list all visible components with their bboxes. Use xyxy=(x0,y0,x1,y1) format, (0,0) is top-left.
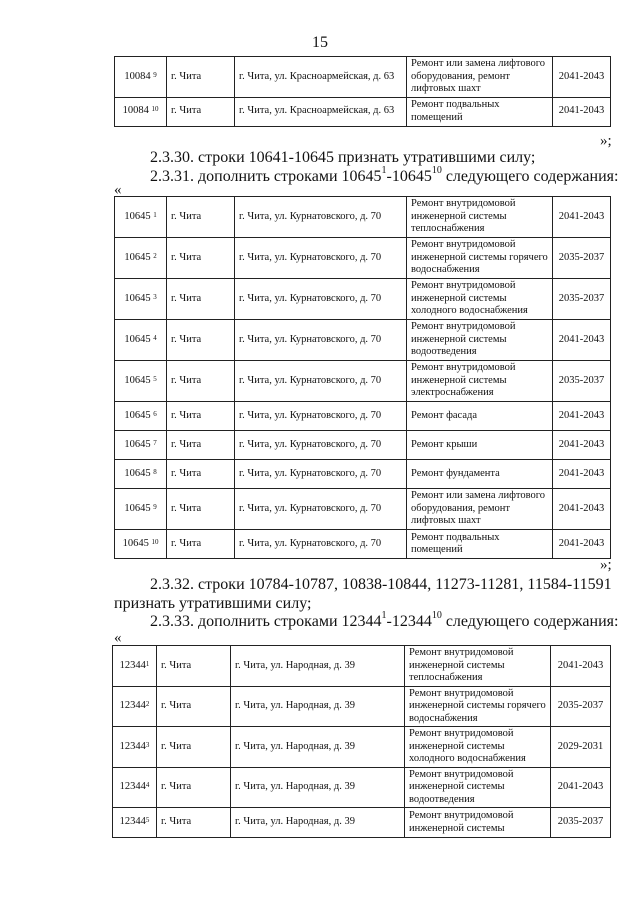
address-cell: г. Чита, ул. Курнатовского, д. 70 xyxy=(235,489,407,530)
address-cell: г. Чита, ул. Курнатовского, д. 70 xyxy=(235,238,407,279)
row-number-cell: 12344$^4$ xyxy=(113,767,157,808)
city-cell: г. Чита xyxy=(167,238,235,279)
page-number: 15 xyxy=(312,34,328,51)
city-cell: г. Чита xyxy=(157,727,231,768)
register-table-1 xyxy=(114,56,611,127)
table-row xyxy=(115,57,611,98)
paragraph-2-3-33: 2.3.33. дополнить строками 12344$^1$-12344$^{10}$ следующего содержания: xyxy=(150,610,619,630)
table-row xyxy=(115,279,611,320)
city-cell: г. Чита xyxy=(167,57,235,98)
table-row xyxy=(113,686,611,727)
table-row xyxy=(113,808,611,838)
register-table-3 xyxy=(112,645,611,838)
address-cell: г. Чита, ул. Курнатовского, д. 70 xyxy=(235,402,407,431)
years-cell: 2041-2043 xyxy=(553,97,611,126)
row-number-cell: 10645 $^2$ xyxy=(115,238,167,279)
city-cell: г. Чита xyxy=(167,489,235,530)
years-cell: 2035-2037 xyxy=(551,686,611,727)
paragraph-2-3-32-line-1: 2.3.32. строки 10784-10787, 10838-10844, 11273-11281, 11584-11591 xyxy=(150,576,612,593)
years-cell: 2041-2043 xyxy=(553,431,611,460)
city-cell: г. Чита xyxy=(167,402,235,431)
table-row xyxy=(113,646,611,687)
work-type-cell: Ремонт внутридомовой инженерной системы горячего водоснабжения xyxy=(405,686,551,727)
work-type-cell: Ремонт внутридомовой инженерной системы теплоснабжения xyxy=(407,197,553,238)
address-cell: г. Чита, ул. Курнатовского, д. 70 xyxy=(235,530,407,559)
row-number-cell: 10645 $^4$ xyxy=(115,320,167,361)
table-row xyxy=(115,320,611,361)
work-type-cell: Ремонт или замена лифтового оборудования, ремонт лифтовых шахт xyxy=(407,489,553,530)
opening-quote: « xyxy=(114,630,122,646)
years-cell: 2041-2043 xyxy=(551,646,611,687)
city-cell: г. Чита xyxy=(167,460,235,489)
years-cell: 2041-2043 xyxy=(553,460,611,489)
paragraph-2-3-32-line-2: признать утратившими силу; xyxy=(114,595,312,612)
work-type-cell: Ремонт крыши xyxy=(407,431,553,460)
closing-quote: »; xyxy=(600,133,612,149)
row-number-cell: 10645 $^{10}$ xyxy=(115,530,167,559)
address-cell: г. Чита, ул. Курнатовского, д. 70 xyxy=(235,320,407,361)
address-cell: г. Чита, ул. Курнатовского, д. 70 xyxy=(235,361,407,402)
years-cell: 2029-2031 xyxy=(551,727,611,768)
table-row xyxy=(113,767,611,808)
table-row xyxy=(115,197,611,238)
city-cell: г. Чита xyxy=(167,279,235,320)
row-number-cell: 10645 $^1$ xyxy=(115,197,167,238)
city-cell: г. Чита xyxy=(157,767,231,808)
city-cell: г. Чита xyxy=(167,320,235,361)
city-cell: г. Чита xyxy=(157,686,231,727)
row-number-cell: 12344$^5$ xyxy=(113,808,157,838)
years-cell: 2035-2037 xyxy=(553,361,611,402)
years-cell: 2035-2037 xyxy=(551,808,611,838)
register-table-2 xyxy=(114,196,611,559)
table-row xyxy=(115,402,611,431)
row-number-cell: 10645 $^5$ xyxy=(115,361,167,402)
work-type-cell: Ремонт фасада xyxy=(407,402,553,431)
paragraph-2-3-31: 2.3.31. дополнить строками 10645$^1$-10645$^{10}$ следующего содержания: xyxy=(150,165,619,185)
work-type-cell: Ремонт внутридомовой инженерной системы холодного водоснабжения xyxy=(407,279,553,320)
row-number-cell: 12344$^3$ xyxy=(113,727,157,768)
table-row xyxy=(115,489,611,530)
work-type-cell: Ремонт внутридомовой инженерной системы водоотведения xyxy=(405,767,551,808)
years-cell: 2035-2037 xyxy=(553,279,611,320)
work-type-cell: Ремонт внутридомовой инженерной системы горячего водоснабжения xyxy=(407,238,553,279)
work-type-cell: Ремонт внутридомовой инженерной системы холодного водоснабжения xyxy=(405,727,551,768)
closing-quote: »; xyxy=(600,557,612,573)
work-type-cell: Ремонт или замена лифтового оборудования, ремонт лифтовых шахт xyxy=(407,57,553,98)
years-cell: 2041-2043 xyxy=(551,767,611,808)
row-number-cell: 10084 $^{10}$ xyxy=(115,97,167,126)
table-row xyxy=(115,431,611,460)
row-number-cell: 10645 $^9$ xyxy=(115,489,167,530)
work-type-cell: Ремонт подвальных помещений xyxy=(407,97,553,126)
row-number-cell: 12344$^2$ xyxy=(113,686,157,727)
years-cell: 2041-2043 xyxy=(553,489,611,530)
row-number-cell: 10645 $^3$ xyxy=(115,279,167,320)
address-cell: г. Чита, ул. Красноармейская, д. 63 xyxy=(235,97,407,126)
table-row xyxy=(115,530,611,559)
years-cell: 2041-2043 xyxy=(553,320,611,361)
years-cell: 2041-2043 xyxy=(553,530,611,559)
address-cell: г. Чита, ул. Народная, д. 39 xyxy=(231,646,405,687)
row-number-cell: 12344$^1$ xyxy=(113,646,157,687)
table-row xyxy=(115,460,611,489)
years-cell: 2041-2043 xyxy=(553,57,611,98)
table-row xyxy=(115,238,611,279)
row-number-cell: 10645 $^6$ xyxy=(115,402,167,431)
work-type-cell: Ремонт фундамента xyxy=(407,460,553,489)
years-cell: 2041-2043 xyxy=(553,197,611,238)
address-cell: г. Чита, ул. Народная, д. 39 xyxy=(231,686,405,727)
city-cell: г. Чита xyxy=(167,197,235,238)
work-type-cell: Ремонт внутридомовой инженерной системы электроснабжения xyxy=(407,361,553,402)
opening-quote: « xyxy=(114,182,122,198)
city-cell: г. Чита xyxy=(157,646,231,687)
address-cell: г. Чита, ул. Курнатовского, д. 70 xyxy=(235,279,407,320)
work-type-cell: Ремонт внутридомовой инженерной системы водоотведения xyxy=(407,320,553,361)
row-number-cell: 10645 $^7$ xyxy=(115,431,167,460)
address-cell: г. Чита, ул. Курнатовского, д. 70 xyxy=(235,431,407,460)
address-cell: г. Чита, ул. Народная, д. 39 xyxy=(231,727,405,768)
city-cell: г. Чита xyxy=(167,97,235,126)
city-cell: г. Чита xyxy=(167,431,235,460)
row-number-cell: 10084 $^9$ xyxy=(115,57,167,98)
city-cell: г. Чита xyxy=(167,361,235,402)
table-row xyxy=(115,361,611,402)
row-number-cell: 10645 $^8$ xyxy=(115,460,167,489)
address-cell: г. Чита, ул. Красноармейская, д. 63 xyxy=(235,57,407,98)
years-cell: 2035-2037 xyxy=(553,238,611,279)
years-cell: 2041-2043 xyxy=(553,402,611,431)
address-cell: г. Чита, ул. Народная, д. 39 xyxy=(231,767,405,808)
work-type-cell: Ремонт внутридомовой инженерной системы теплоснабжения xyxy=(405,646,551,687)
paragraph-2-3-30: 2.3.30. строки 10641-10645 признать утратившими силу; xyxy=(150,149,536,166)
table-row xyxy=(115,97,611,126)
work-type-cell: Ремонт внутридомовой инженерной системы xyxy=(405,808,551,838)
table-row xyxy=(113,727,611,768)
address-cell: г. Чита, ул. Курнатовского, д. 70 xyxy=(235,460,407,489)
address-cell: г. Чита, ул. Курнатовского, д. 70 xyxy=(235,197,407,238)
city-cell: г. Чита xyxy=(167,530,235,559)
address-cell: г. Чита, ул. Народная, д. 39 xyxy=(231,808,405,838)
city-cell: г. Чита xyxy=(157,808,231,838)
work-type-cell: Ремонт подвальных помещений xyxy=(407,530,553,559)
